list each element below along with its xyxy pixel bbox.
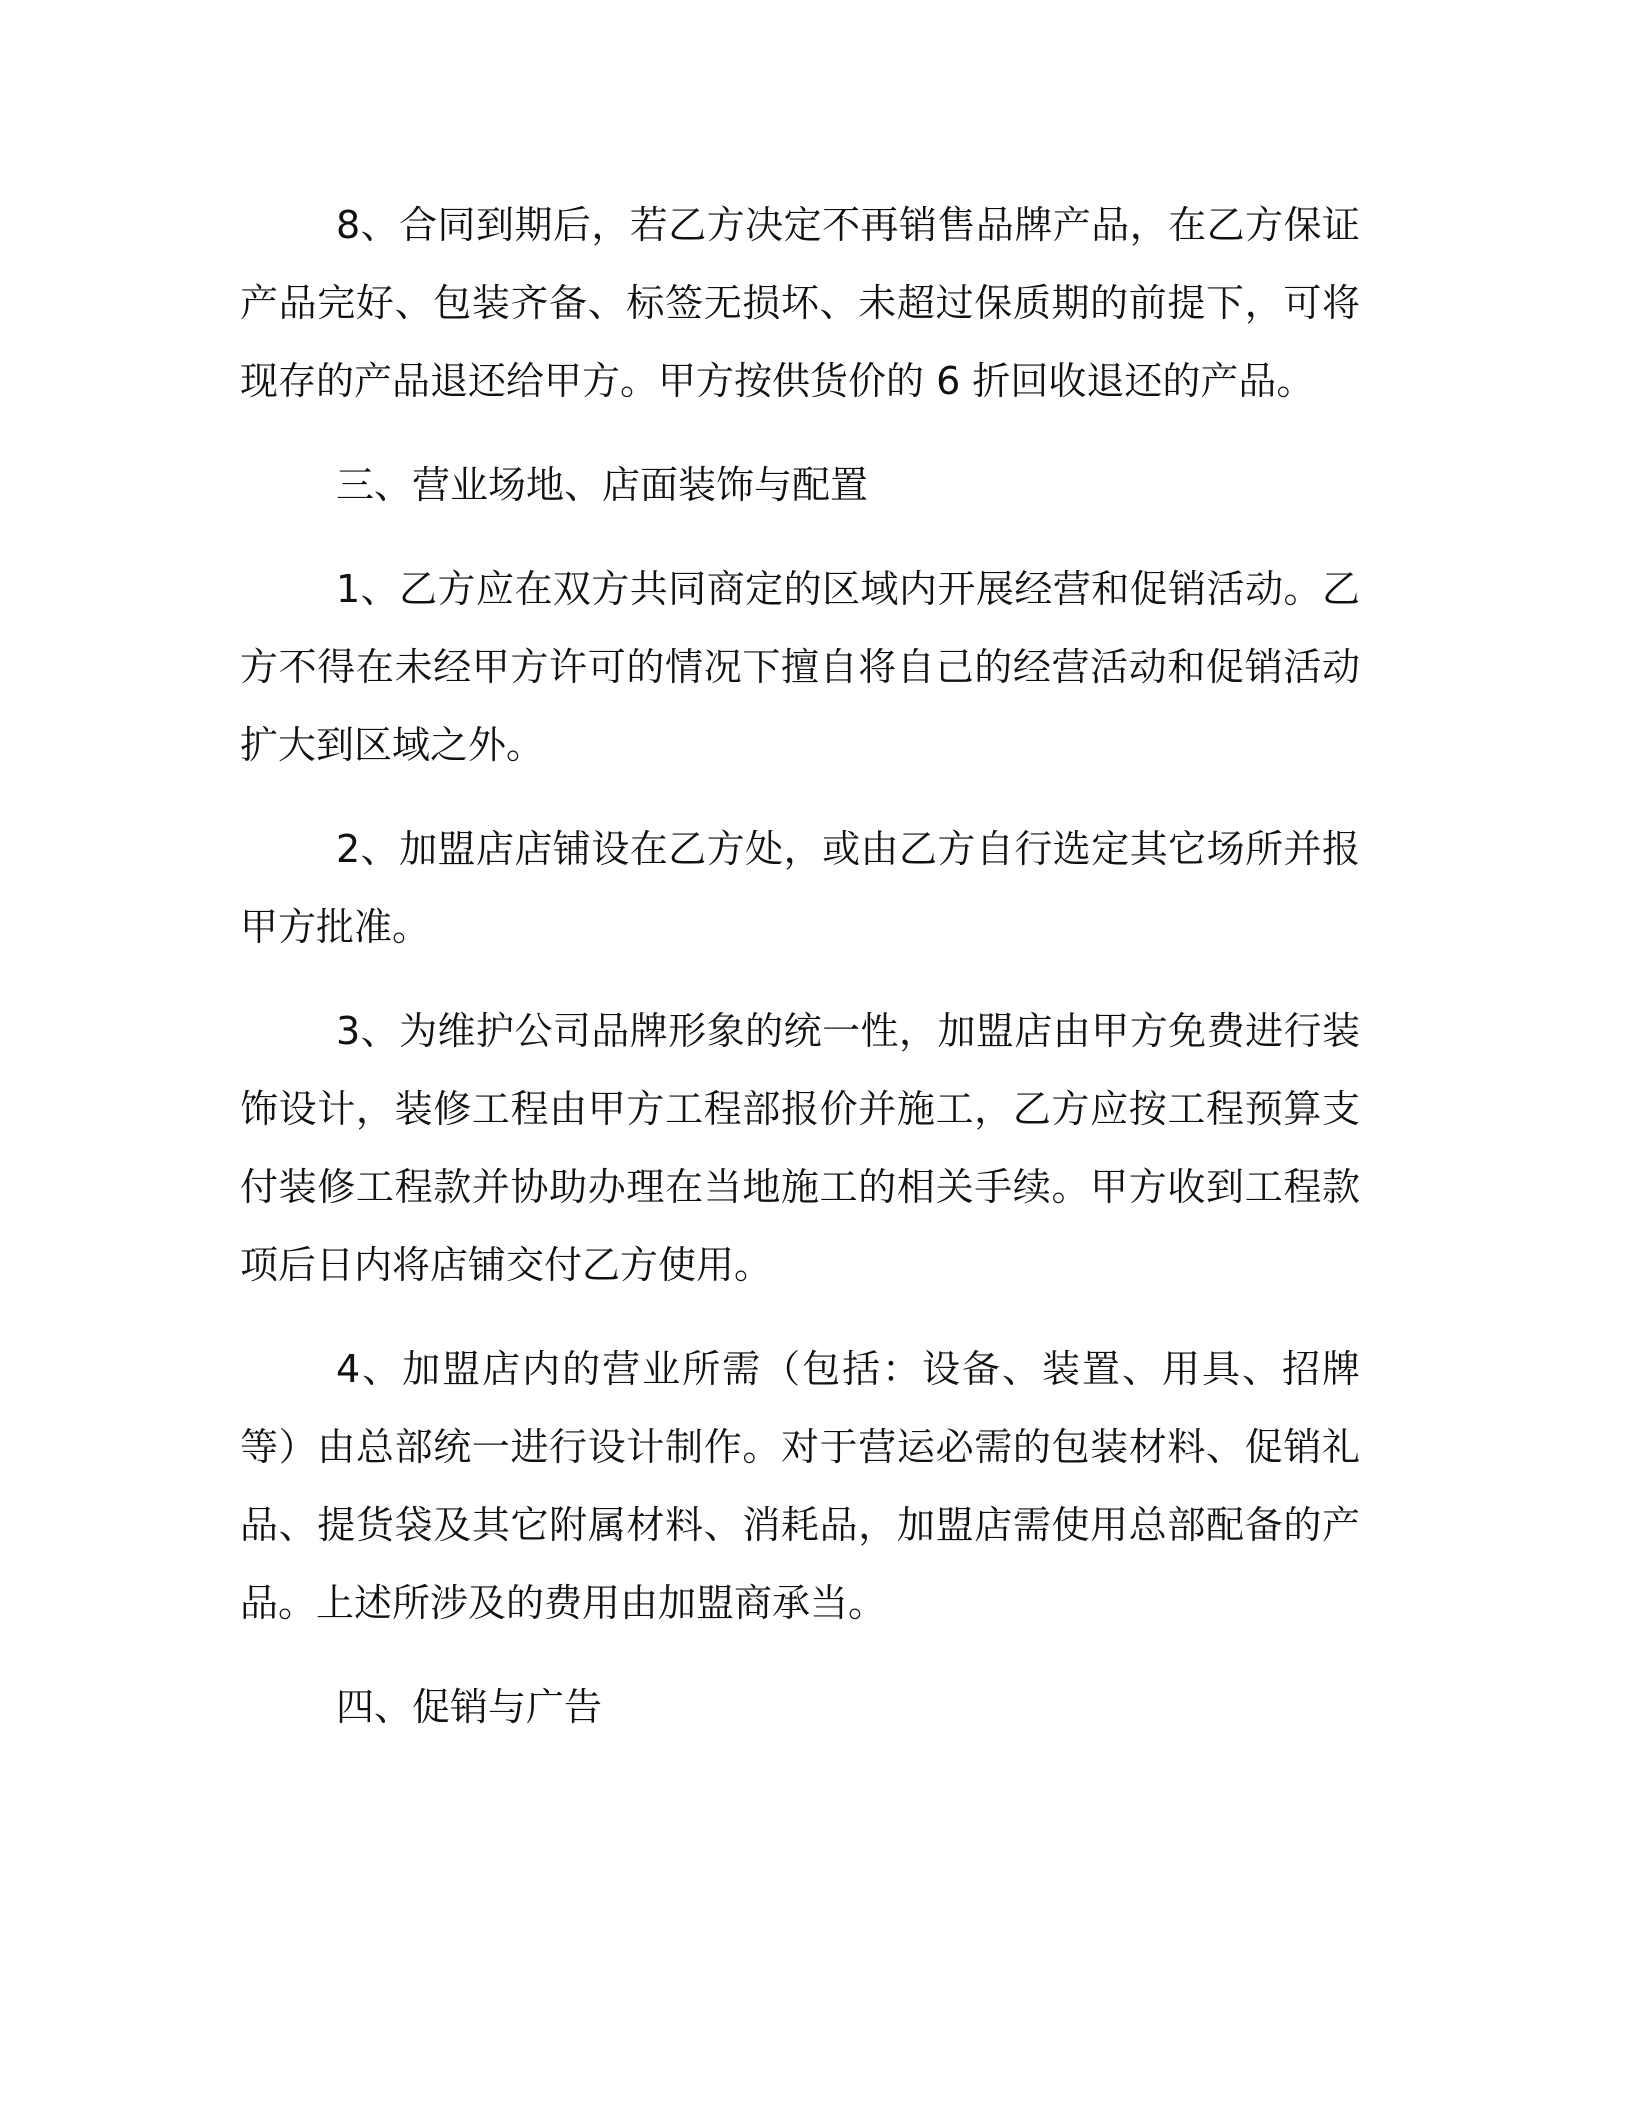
paragraph-clause-2-store-location: 2、加盟店店铺设在乙方处，或由乙方自行选定其它场所并报甲方批准。 bbox=[240, 827, 1360, 949]
paragraph-clause-4-operating-supplies: 4、加盟店内的营业所需（包括：设备、装置、用具、招牌等）由总部统一进行设计制作。对于营运必需的包装材料、促销礼品、提货袋及其它附属材料、消耗品，加盟店需使用总部配备的产品。上述所涉及的费用由加盟商承当。 bbox=[240, 1347, 1360, 1625]
document-body bbox=[240, 186, 1360, 1746]
section-heading-premises-decoration: 三、营业场地、店面装饰与配置 bbox=[336, 463, 869, 507]
paragraph-clause-8-return-products: 8、合同到期后，若乙方决定不再销售品牌产品，在乙方保证产品完好、包装齐备、标签无损坏、未超过保质期的前提下，可将现存的产品退还给甲方。甲方按供货价的 6 折回收退还的产品。 bbox=[240, 203, 1360, 403]
paragraph-clause-3-decoration-design: 3、为维护公司品牌形象的统一性，加盟店由甲方免费进行装饰设计，装修工程由甲方工程部报价并施工，乙方应按工程预算支付装修工程款并协助办理在当地施工的相关手续。甲方收到工程款项后日内将店铺交付乙方使用。 bbox=[240, 1009, 1360, 1287]
section-heading-promotion-advertising: 四、促销与广告 bbox=[336, 1685, 603, 1729]
paragraph-clause-1-business-area: 1、乙方应在双方共同商定的区域内开展经营和促销活动。乙方不得在未经甲方许可的情况下擅自将自己的经营活动和促销活动扩大到区域之外。 bbox=[240, 567, 1360, 767]
